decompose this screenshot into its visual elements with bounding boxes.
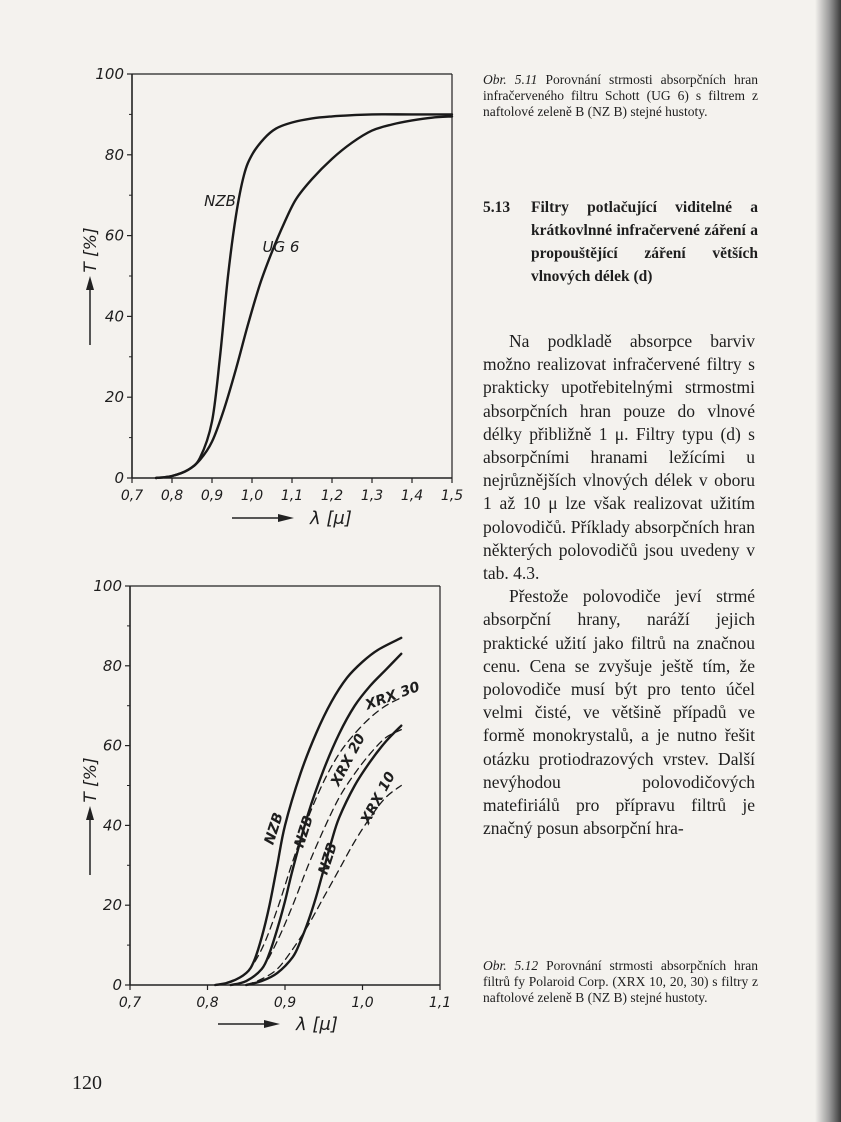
y-tick-label: 0 bbox=[114, 469, 124, 487]
series-label-xrx-10: XRX 10 bbox=[358, 769, 399, 827]
caption-text: Porovnání strmosti absorpčních hran infračerveného filtru Schott (UG 6) s filtrem z naftolové zeleně B (NZ B) stejné hustoty. bbox=[483, 72, 758, 119]
figure-5-11-caption bbox=[483, 72, 758, 120]
x-tick-label: 0,8 bbox=[160, 488, 184, 504]
x-tick-label: 1,4 bbox=[400, 488, 424, 504]
x-tick-label: 1,5 bbox=[440, 488, 464, 504]
caption-label: Obr. 5.12 bbox=[483, 958, 539, 973]
paragraph: Přestože polovodiče jeví strmé absorpční hrany, naráží jejich praktické užití jako filtrů na značnou cenu. Cena se zvyšuje ještě tím, že polovodiče musí být pro tento účel velmi čisté, ve většině případů ve formě monokrystalů, a je nutno řešit otázku protiodrazových vrstev. Další nevýhodou polovodičových matefiriálů pro přípravu filtrů je značný posun absorpční hra- bbox=[483, 586, 755, 839]
series-label-nzb: NZB bbox=[315, 840, 341, 877]
x-tick-label: 0,7 bbox=[118, 995, 142, 1011]
x-tick-label: 1,1 bbox=[280, 488, 304, 504]
page-number: 120 bbox=[72, 1072, 102, 1094]
body-text bbox=[483, 330, 755, 840]
x-tick-label: 1,2 bbox=[320, 488, 344, 504]
figure-5-12-caption bbox=[483, 958, 758, 1006]
x-tick-label: 0,8 bbox=[196, 995, 219, 1011]
section-title: Filtry potlačující viditelné a krátkovlnné infračervené záření a propouštějící záření větších vlnových délek (d) bbox=[531, 199, 758, 285]
x-tick-label: 0,9 bbox=[200, 488, 224, 504]
y-tick-label: 40 bbox=[104, 307, 124, 326]
y-tick-label: 40 bbox=[102, 816, 122, 835]
y-axis-label: T [%] bbox=[81, 757, 101, 803]
y-axis-label: T [%] bbox=[81, 227, 101, 273]
series-label-xrx-30: XRX 30 bbox=[363, 679, 423, 714]
y-tick-label: 0 bbox=[112, 976, 122, 994]
caption-label: Obr. 5.11 bbox=[483, 72, 538, 87]
y-tick-label: 20 bbox=[104, 388, 124, 407]
y-tick-label: 100 bbox=[93, 577, 122, 595]
y-tick-label: 60 bbox=[102, 736, 122, 755]
series-line-xrx-20 bbox=[231, 730, 402, 985]
series-label-nzb: NZB bbox=[291, 813, 317, 850]
series-label-nzb: NZB bbox=[204, 192, 236, 210]
caption-text: Porovnání strmosti absorpčních hran filtrů fy Polaroid Corp. (XRX 10, 20, 30) s filtry z naftolové zeleně B (NZ B) stejné hustoty. bbox=[483, 958, 758, 1005]
x-axis-arrow-head bbox=[264, 1020, 280, 1028]
y-tick-label: 80 bbox=[102, 656, 122, 675]
section-number: 5.13 bbox=[483, 199, 511, 216]
y-axis-arrow-head bbox=[86, 806, 94, 820]
y-tick-label: 20 bbox=[102, 896, 122, 915]
series-label-xrx-20: XRX 20 bbox=[328, 731, 369, 789]
paragraph: Na podkladě absorpce barviv možno realizovat infračervené filtry s prakticky upotřebitelnými strmostmi absorpčních hran pouze do vlnové délky přibližně 1 μ. Filtry typu (d) s absorpčními hranami ležícími u nejrůznějších vlnových délek v oboru 1 až 10 μ lze však realizovat užitím polovodičů. Příklady absorpčních hran některých polovodičů jsou uvedeny v tab. 4.3. bbox=[483, 331, 755, 584]
series-label-nzb: NZB bbox=[261, 810, 287, 847]
series-label-ug-6: UG 6 bbox=[262, 238, 300, 256]
section-heading bbox=[483, 196, 758, 288]
x-tick-label: 1,3 bbox=[360, 488, 384, 504]
y-tick-label: 80 bbox=[104, 145, 124, 164]
x-axis-label: λ [μ] bbox=[296, 1014, 338, 1035]
x-axis-label: λ [μ] bbox=[310, 508, 352, 529]
y-tick-label: 60 bbox=[104, 226, 124, 245]
x-tick-label: 0,7 bbox=[120, 488, 144, 504]
page-edge-shadow bbox=[815, 0, 841, 1122]
x-tick-label: 1,0 bbox=[351, 995, 374, 1011]
x-tick-label: 1,1 bbox=[428, 995, 452, 1011]
x-tick-label: 1,0 bbox=[240, 488, 264, 504]
x-tick-label: 0,9 bbox=[273, 995, 297, 1011]
y-tick-label: 100 bbox=[95, 65, 124, 83]
